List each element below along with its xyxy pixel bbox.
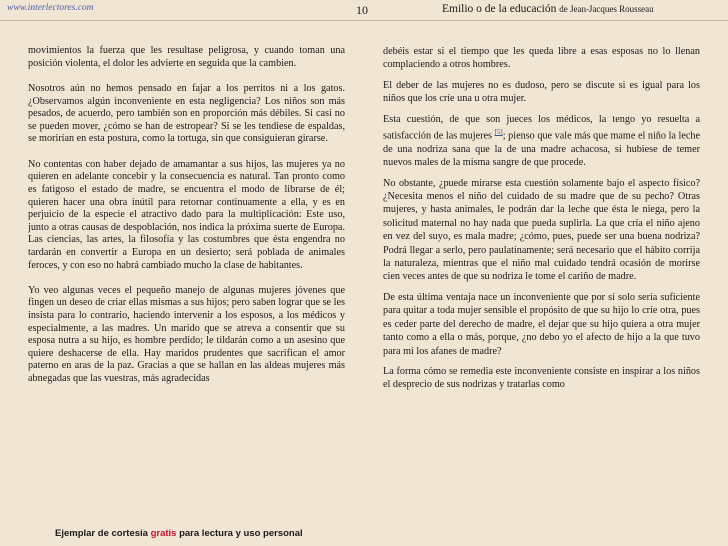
- page-number: 10: [356, 3, 368, 17]
- book-author: de Jean-Jacques Rousseau: [559, 4, 654, 14]
- book-title-text: Emilio o de la educación: [442, 3, 557, 15]
- book-title: [442, 3, 654, 15]
- right-column: [383, 45, 700, 525]
- page-header: [0, 0, 728, 21]
- paragraph: debéis estar si el tiempo que les queda libre a esas esposas no lo llenan complaciendo a otros hombres.: [383, 46, 700, 71]
- paragraph: La forma cómo se remedia este inconveniente consiste en inspirar a los niños el desprecio de sus nodrizas y tratarlas como: [383, 365, 700, 391]
- left-column: [28, 45, 345, 525]
- paragraph: Nosotros aún no hemos pensado en fajar a los perritos ni a los gatos. ¿Observamos algún inconveniente en esta negligencia? Los niños son más pesados, de acuerdo, pero también son en proporción más débiles. Si casi no se pueden mover, ¿cómo se han de estropear? Si se les tendiese de espaldas, se morirían en esta postura, como la tortuga, sin que consiguieran girarse.: [28, 82, 345, 145]
- footer-text: Ejemplar de cortesía: [55, 528, 151, 539]
- paragraph: De esta última ventaja nace un inconveniente que por sí solo sería suficiente para quitar a toda mujer sensible el propósito de que su hijo lo críe otra, pues es ceder parte del derecho de madre, el dejar que su hijo quiera a otra mujer tanto como a ella o más, porque, ¿no debo yo el afecto de hijo a la que tuvo para mí los afanes de madre?: [383, 291, 700, 357]
- paragraph-text: ; pienso que vale más que mame el niño la leche de una nodriza sana que la de una madre achacosa, si hubiese de temer nuevos males de la misma sangre de que procede.: [383, 130, 700, 169]
- paragraph-text: Esta cuestión, de que son jueces los médicos, la tengo yo resuelta a satisfacción de las mujeres: [383, 113, 700, 142]
- paragraph: No contentas con haber dejado de amamantar a sus hijos, las mujeres ya no quieren en adelante concebir y la consecuencia es natural. Tan pronto como es fatigoso el estado de madre, se encuentra el modo de librarse de él; quieren hacer una obra inútil para retornar continuamente a ella, y es en perjuicio de la especie el atractivo dado para la multiplicación: Este uso, junto a otras causas de despoblación, nos indica la próxima suerte de Europa. Las ciencias, las artes, la filosofía y las costumbres que ésta engendra no tardarán en convertir a Europa en un desierto; será poblada de animales feroces, y con eso no habrá cambiado mucho la clase de habitantes.: [28, 158, 345, 271]
- paragraph: Yo veo algunas veces el pequeño manejo de algunas mujeres jóvenes que fingen un deseo de criar ellas mismas a sus hijos; pero saben lograr que se les insista para lo contrario, haciendo intervenir a los esposos, a los médicos y especialmente, a las madres. Un marido que se atreva a consentir que su esposa nutra a su hijo, es hombre perdido; le tildarán como a un asesino que quiere deshacerse de ella. Hay maridos prudentes que sacrifican el amor paterno en aras de la paz. Gracias a que se hallan en las aldeas mujeres más abnegadas que las vuestras, más agradecidas: [28, 284, 345, 385]
- paragraph: movimientos la fuerza que les resultase peligrosa, y cuando toman una posición violenta, el dolor les advierte en seguida que la cambien.: [28, 45, 345, 69]
- footer-text: para lectura y uso personal: [176, 528, 303, 539]
- footer-accent: gratis: [150, 528, 177, 539]
- paragraph: El deber de las mujeres no es dudoso, pero se discute si es igual para los niños que los críe una u otra mujer.: [383, 79, 700, 105]
- paragraph: No obstante, ¿puede mirarse esta cuestión solamente bajo el aspecto físico? ¿Necesita menos el niño del cuidado de su madre que de su pecho? Otras mujeres, y hasta animales, le podrán dar la leche que ésta le niega, pero la solicitud maternal no hay nada que pueda suplirla. La que cría el niño ajeno en vez del suyo, es mala madre; ¿cómo, pues, puede ser una buena nodriza? Podrá llegar a serlo, pero paulatinamente; será necesario que el hábito corrija la naturaleza, mientras que el niño mal cuidado tendrá ocasión de morirse cien veces antes de que su nodriza le tome el cariño de madre.: [383, 177, 700, 283]
- footnote-link[interactable]: [5]: [494, 128, 503, 137]
- courtesy-footer: [55, 528, 303, 539]
- site-link[interactable]: www.interlectores.com: [7, 3, 94, 13]
- paragraph: [383, 113, 700, 170]
